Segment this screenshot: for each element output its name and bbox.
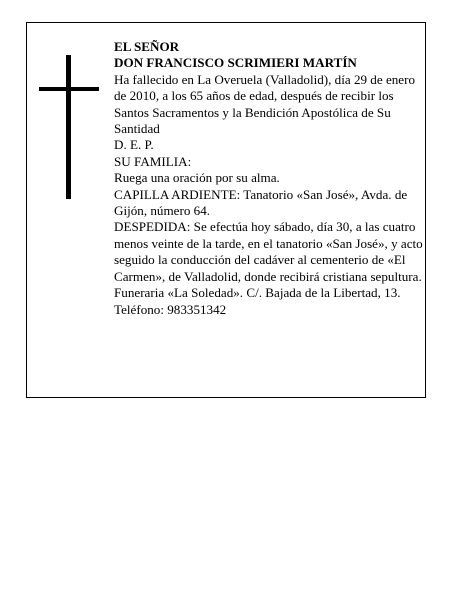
prayer-line: Ruega una oración por su alma. [114,170,280,186]
notice-title: EL SEÑOR [114,39,180,54]
funeral-home-line: Funeraria «La Soledad». C/. Bajada de la Libertad, 13. [114,285,401,301]
passing-paragraph: Ha fallecido en La Overuela (Valladolid), día 29 de enero de 2010, a los 65 años de edad, después de recibir los Santos Sacramentos y la Bendición Apostólica de Su Santidad [114,71,416,137]
cross-horizontal-bar [39,87,99,91]
rip-line: D. E. P. [114,137,154,153]
cross-icon [39,55,99,199]
phone-line: Teléfono: 983351342 [114,301,227,317]
chapel-paragraph: CAPILLA ARDIENTE: Tanatorio «San José», Avda. de Gijón, número 64. [114,186,408,219]
deceased-name: DON FRANCISCO SCRIMIERI MARTÍN [114,55,357,71]
notice-text [114,39,426,318]
cross-vertical-bar [66,55,71,199]
family-line: SU FAMILIA: [114,153,192,169]
obituary-notice [26,22,426,398]
farewell-paragraph: DESPEDIDA: Se efectúa hoy sábado, día 30, a las cuatro menos veinte de la tarde, en el tanatorio «San José», y acto seguido la conducción del cadáver al cementerio de «El Carmen», de Valladolid, donde recibirá cristiana sepultura. [114,219,423,284]
